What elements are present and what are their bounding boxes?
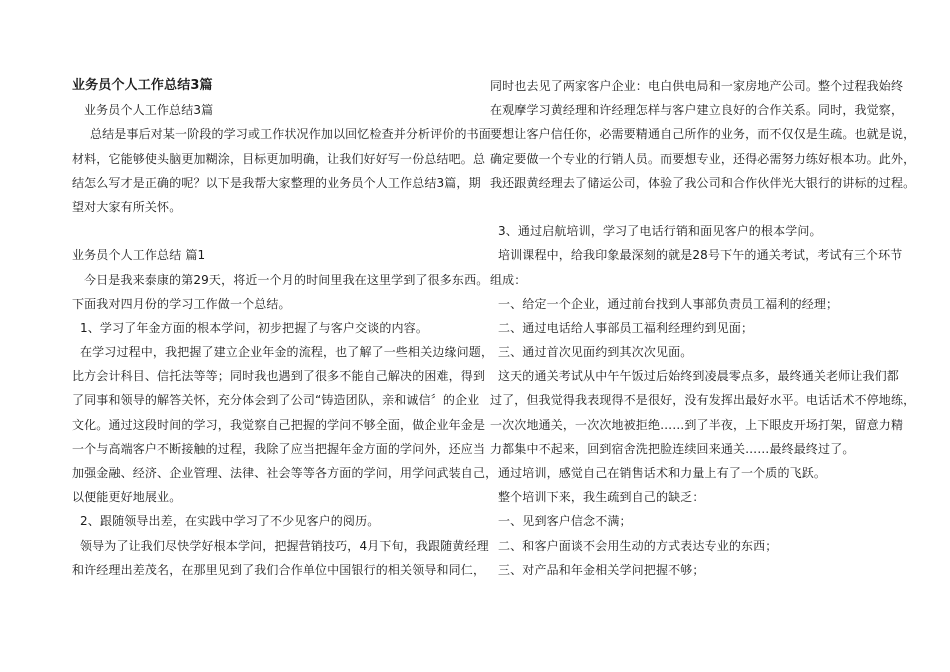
document-title: 业务员个人工作总结3篇 [72,78,213,93]
doc-line: 和许经理出差茂名，在那里见到了我们合作单位中国银行的相关领导和同仁， [72,562,486,577]
doc-line: 一、给定一个企业，通过前台找到人事部负责员工福利的经理； [498,296,839,311]
doc-line: 通过培训，感觉自己在销售话术和力量上有了一个质的飞跃。 [498,466,827,480]
left-column [72,74,498,582]
doc-line: 1、学习了年金方面的根本学问，初步把握了与客户交谈的内容。 [80,320,428,335]
doc-line: 领导为了让我们尽快学好根本学问，把握营销技巧，4月下旬，我跟随黄经理 [80,538,489,553]
doc-line: 今日是我来泰康的第29天，将近一个月的时间里我在这里学到了很多东西。 [84,272,489,287]
doc-line: 一个与高端客户不断接触的过程，我除了应当把握年金方面的学问外，还应当 [72,441,486,456]
right-column [490,74,916,582]
doc-line: 我还跟黄经理去了储运公司，体验了我公司和合作伙伴光大银行的讲标的过程。 [490,175,916,190]
doc-line: 比方会计科目、信托法等等；同时我也遇到了很多不能自己解决的困难，得到 [72,369,486,384]
doc-line: 整个培训下来，我生疏到自己的缺乏： [498,490,705,505]
doc-line: 要想让客户信任你，必需要精通自己所作的业务，而不仅仅是生疏。也就是说， [490,127,916,142]
doc-line: 结怎么写才是正确的呢？以下是我帮大家整理的业务员个人工作总结3篇，期 [72,175,481,190]
doc-line: 同时也去见了两家客户企业：电白供电局和一家房地产公司。整个过程我始终 [490,79,904,93]
doc-line: 望对大家有所关怀。 [72,199,182,214]
doc-line [490,195,880,219]
doc-line: 过了，但我觉得我表现得不是很好，没有发挥出最好水平。电话话术不停地练， [490,393,916,408]
doc-line: 组成： [490,272,527,287]
doc-line: 材料，它能够使头脑更加糊涂，目标更加明确，让我们好好写一份总结吧。总 [72,151,486,166]
doc-line: 三、通过首次见面约到其次次见面。 [498,345,693,360]
doc-line: 下面我对四月份的学习工作做一个总结。 [72,296,291,311]
doc-line: 加强金融、经济、企业管理、法律、社会等等各方面的学问，用学问武装自己， [72,466,498,480]
doc-line: 在学习过程中，我把握了建立企业年金的流程，也了解了一些相关边缘问题， [80,345,494,360]
doc-line: 二、和客户面谈不会用生动的方式表达专业的东西； [498,538,778,553]
doc-line: 在观摩学习黄经理和许经理怎样与客户建立良好的合作关系。同时，我觉察， [490,103,904,118]
doc-line: 了同事和领导的解答关怀，充分体会到了公司“铸造团队，亲和诚信〞的企业 [72,393,480,408]
doc-line: 二、通过电话给人事部员工福利经理约到见面； [498,320,754,335]
doc-line: 一次次地通关，一次次地被拒绝……到了半夜，上下眼皮开场打架，留意力精 [490,417,904,432]
doc-line: 力都集中不起来，回到宿舍洗把脸连续回来通关……最终最终过了。 [490,441,855,456]
doc-line: 3、通过启航培训，学习了电话行销和面见客户的根本学问。 [498,224,822,239]
doc-line [72,219,462,243]
doc-line: 2、跟随领导出差，在实践中学习了不少见客户的阅历。 [80,514,380,529]
doc-line: 这天的通关考试从中午午饭过后始终到凌晨零点多，最终通关老师让我们都 [498,369,899,384]
doc-line: 以便能更好地展业。 [72,490,182,505]
doc-line: 三、对产品和年金相关学问把握不够； [498,562,705,577]
doc-line: 业务员个人工作总结 篇1 [72,248,206,263]
doc-line: 培训课程中，给我印象最深刻的就是28号下午的通关考试，考试有三个环节 [498,248,903,263]
doc-line: 确定要做一个专业的行销人员。而要想专业，还得必需努力练好根本功。此外， [490,151,916,166]
doc-line: 一、见到客户信念不满； [498,514,632,529]
doc-line: 文化。通过这段时间的学习，我觉察自己把握的学问不够全面，做企业年金是 [72,417,486,432]
doc-line: 总结是事后对某一阶段的学习或工作状况作加以回忆检查并分析评价的书面 [90,127,491,142]
doc-line: 业务员个人工作总结3篇 [84,103,214,118]
